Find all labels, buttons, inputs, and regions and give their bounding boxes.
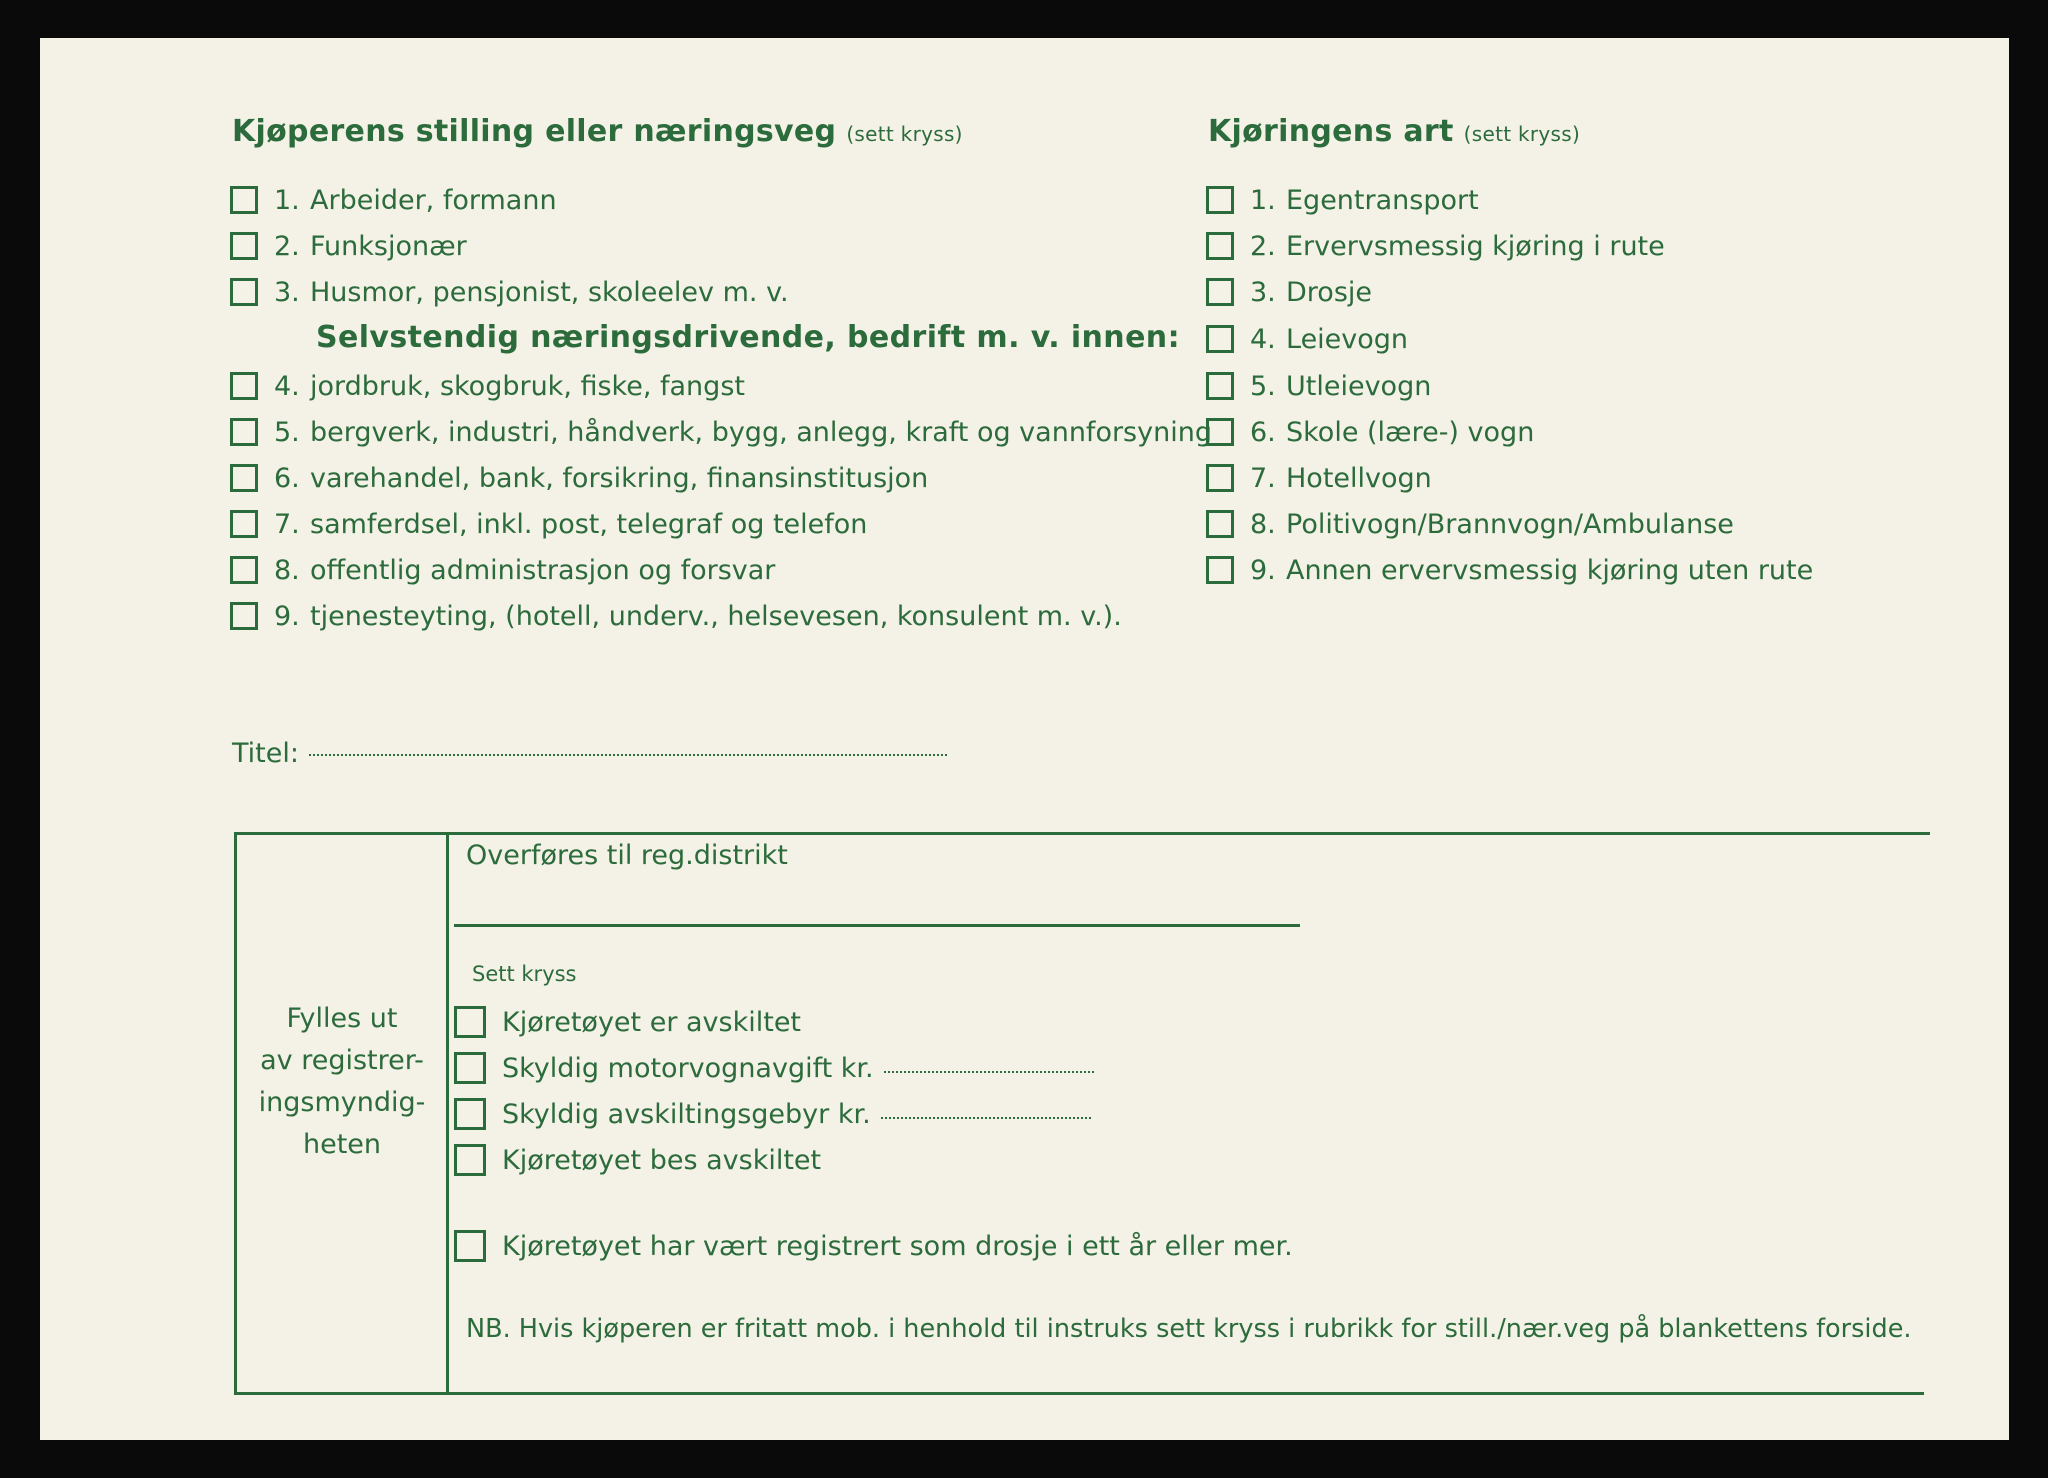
driving-type-title: Kjøringens art — [1208, 114, 1454, 149]
checkbox[interactable] — [230, 464, 258, 492]
occupation-option-9[interactable] — [230, 598, 1122, 634]
checkbox[interactable] — [454, 1230, 486, 1262]
self-employed-subheading: Selvstendig næringsdrivende, bedrift m. v. innen: — [316, 320, 1180, 355]
buyer-occupation-heading — [232, 114, 963, 149]
checkbox[interactable] — [454, 1098, 486, 1130]
checkbox[interactable] — [454, 1006, 486, 1038]
side-label-line: av registrer- — [260, 1045, 424, 1076]
buyer-occupation-hint: (sett kryss) — [846, 122, 963, 146]
check-label: Kjøretøyet er avskiltet — [502, 1006, 802, 1038]
checkbox[interactable] — [1206, 186, 1234, 214]
option-label: Hotellvogn — [1286, 462, 1432, 494]
amount-dotted-line[interactable] — [881, 1117, 1091, 1119]
checkbox[interactable] — [230, 278, 258, 306]
driving-option-3[interactable] — [1206, 274, 1372, 310]
driving-option-4[interactable] — [1206, 321, 1408, 357]
option-label: Egentransport — [1286, 184, 1479, 216]
option-number: 8. — [1250, 508, 1276, 540]
occupation-option-2[interactable] — [230, 228, 467, 264]
option-number: 2. — [1250, 230, 1276, 262]
check-label: Kjøretøyet har vært registrert som drosje i ett år eller mer. — [502, 1230, 1293, 1262]
buyer-occupation-title: Kjøperens stilling eller næringsveg — [232, 114, 837, 149]
option-number: 8. — [274, 554, 300, 586]
option-number: 7. — [1250, 462, 1276, 494]
driving-option-2[interactable] — [1206, 228, 1665, 264]
option-label: tjenesteyting, (hotell, underv., helsevesen, konsulent m. v.). — [310, 600, 1122, 632]
option-label: Arbeider, formann — [310, 184, 557, 216]
registry-box-bottom-border — [234, 1392, 1924, 1395]
option-label: Annen ervervsmessig kjøring uten rute — [1286, 554, 1814, 586]
form-paper — [40, 38, 2009, 1440]
checkbox[interactable] — [230, 510, 258, 538]
check-label: Kjøretøyet bes avskiltet — [502, 1144, 822, 1176]
side-label-line: Fylles ut — [286, 1003, 398, 1034]
option-number: 4. — [274, 370, 300, 402]
driving-option-9[interactable] — [1206, 552, 1813, 588]
option-number: 9. — [274, 600, 300, 632]
driving-option-5[interactable] — [1206, 368, 1431, 404]
option-number: 5. — [1250, 370, 1276, 402]
option-number: 9. — [1250, 554, 1276, 586]
occupation-option-1[interactable] — [230, 182, 557, 218]
option-label: varehandel, bank, forsikring, finansinstitusjon — [310, 462, 929, 494]
occupation-option-3[interactable] — [230, 274, 789, 310]
checkbox[interactable] — [1206, 510, 1234, 538]
option-number: 4. — [1250, 323, 1276, 355]
checkbox[interactable] — [230, 372, 258, 400]
option-number: 1. — [1250, 184, 1276, 216]
sett-kryss-label: Sett kryss — [472, 962, 577, 986]
driving-option-1[interactable] — [1206, 182, 1479, 218]
checkbox[interactable] — [230, 602, 258, 630]
option-number: 2. — [274, 230, 300, 262]
checkbox[interactable] — [1206, 325, 1234, 353]
option-label: Ervervsmessig kjøring i rute — [1286, 230, 1665, 262]
side-label-line: ingsmyndig- — [258, 1087, 426, 1118]
check-vehicle-tax[interactable] — [454, 1050, 1094, 1086]
option-number: 6. — [274, 462, 300, 494]
checkbox[interactable] — [230, 232, 258, 260]
option-label: Leievogn — [1286, 323, 1409, 355]
side-label-line: heten — [302, 1129, 382, 1160]
option-number: 3. — [1250, 276, 1276, 308]
registry-box-top-border — [234, 832, 1930, 835]
driving-option-7[interactable] — [1206, 460, 1432, 496]
driving-type-heading — [1208, 114, 1580, 149]
occupation-option-8[interactable] — [230, 552, 775, 588]
title-dotted-line[interactable] — [309, 754, 947, 756]
driving-option-6[interactable] — [1206, 414, 1534, 450]
check-request-deregistration[interactable] — [454, 1142, 821, 1178]
option-label: Drosje — [1286, 276, 1372, 308]
checkbox[interactable] — [1206, 372, 1234, 400]
registry-side-label — [237, 998, 447, 1166]
checkbox[interactable] — [1206, 418, 1234, 446]
checkbox[interactable] — [1206, 464, 1234, 492]
option-label: Utleievogn — [1286, 370, 1432, 402]
option-label: jordbruk, skogbruk, fiske, fangst — [310, 370, 745, 402]
nb-note: NB. Hvis kjøperen er fritatt mob. i henhold til instruks sett kryss i rubrikk for still./nær.veg på blankettens forside. — [466, 1314, 1912, 1344]
check-label: Skyldig motorvognavgift kr. — [502, 1052, 874, 1084]
occupation-option-7[interactable] — [230, 506, 867, 542]
option-number: 3. — [274, 276, 300, 308]
option-label: bergverk, industri, håndverk, bygg, anlegg, kraft og vannforsyning — [310, 416, 1212, 448]
occupation-option-5[interactable] — [230, 414, 1212, 450]
transfer-district-line[interactable] — [454, 924, 1300, 927]
amount-dotted-line[interactable] — [884, 1071, 1094, 1073]
occupation-option-6[interactable] — [230, 460, 928, 496]
check-taxi-registered[interactable] — [454, 1228, 1293, 1264]
checkbox[interactable] — [1206, 278, 1234, 306]
option-number: 7. — [274, 508, 300, 540]
title-label: Titel: — [232, 738, 299, 769]
option-number: 1. — [274, 184, 300, 216]
checkbox[interactable] — [454, 1144, 486, 1176]
check-deregistered[interactable] — [454, 1004, 801, 1040]
option-label: Funksjonær — [310, 230, 467, 262]
checkbox[interactable] — [454, 1052, 486, 1084]
checkbox[interactable] — [230, 556, 258, 584]
checkbox[interactable] — [1206, 556, 1234, 584]
option-label: Husmor, pensjonist, skoleelev m. v. — [310, 276, 789, 308]
checkbox[interactable] — [230, 418, 258, 446]
option-number: 6. — [1250, 416, 1276, 448]
checkbox[interactable] — [230, 186, 258, 214]
option-label: samferdsel, inkl. post, telegraf og telefon — [310, 508, 868, 540]
option-number: 5. — [274, 416, 300, 448]
driving-type-hint: (sett kryss) — [1463, 122, 1581, 146]
check-label: Skyldig avskiltingsgebyr kr. — [502, 1098, 871, 1130]
occupation-option-4[interactable] — [230, 368, 745, 404]
check-deregistration-fee[interactable] — [454, 1096, 1091, 1132]
title-field[interactable] — [232, 738, 947, 769]
option-label: Politivogn/Brannvogn/Ambulanse — [1286, 508, 1734, 540]
checkbox[interactable] — [1206, 232, 1234, 260]
transfer-district-label: Overføres til reg.distrikt — [466, 840, 788, 871]
driving-option-8[interactable] — [1206, 506, 1734, 542]
option-label: Skole (lære-) vogn — [1286, 416, 1535, 448]
option-label: offentlig administrasjon og forsvar — [310, 554, 776, 586]
